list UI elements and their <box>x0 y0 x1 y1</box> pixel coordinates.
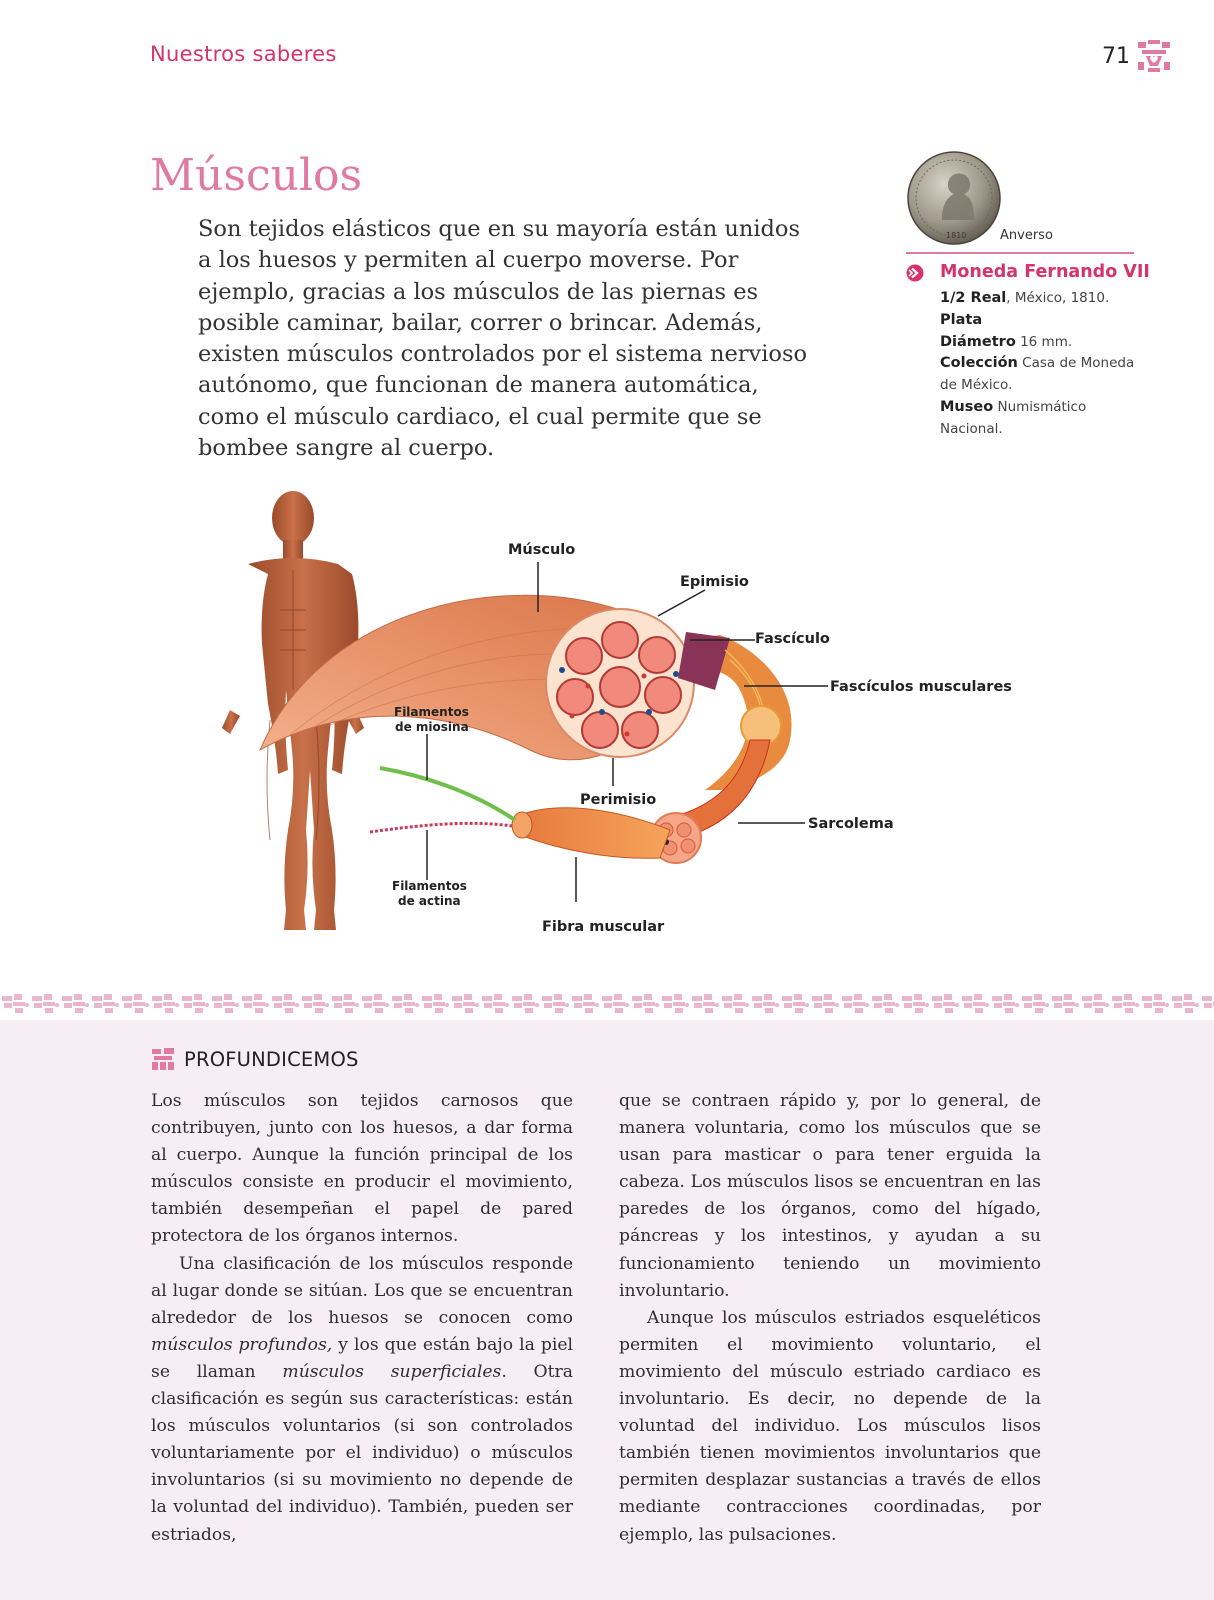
label-miosina-line2: de miosina <box>395 720 469 734</box>
intro-paragraph: Son tejidos elásticos que en su mayoría están unidos a los huesos y permiten al cuerpo moverse. Por ejemplo, gracias a los músculos de las piernas es posible caminar, bailar, correr o brincar. Además, existen músculos controlados por el sistema nervioso autónomo, que funcionan de manera automática, como el músculo cardiaco, el cual permite que se bombee sangre al cuerpo. <box>198 216 808 462</box>
label-fasciculos-musculares: Fascículos musculares <box>830 679 1012 695</box>
muscle-diagram <box>200 490 1020 960</box>
coin-divider <box>906 252 1134 254</box>
text-column-right <box>619 1088 1041 1549</box>
page-number: 71 <box>1102 44 1130 69</box>
coin-collection-label: Colección <box>940 355 1018 372</box>
profundicemos-heading <box>150 1046 359 1072</box>
label-actina-line2: de actina <box>398 894 461 908</box>
label-perimisio: Perimisio <box>580 792 657 808</box>
coin-origin: , México, 1810. <box>1006 290 1110 306</box>
emphasis: músculos superficiales <box>282 1361 502 1382</box>
muscle-cross-section <box>546 609 694 757</box>
coin-museum: Numismático Nacional. <box>940 398 1087 437</box>
paragraph: Una clasificación de los músculos responde al lugar donde se sitúan. Los que se encuentran alrededor de los huesos se conocen como músculos profundos, y los que están bajo la piel se llaman músculos superficiales. Otra clasificación es según sus características: están los músculos voluntarios (si son controlados voluntariamente por el individuo) o músculos involuntarios (si su movimiento no depende de la voluntad del individuo). También, pueden ser estriados, <box>151 1253 574 1545</box>
section-title: Músculos <box>150 150 363 201</box>
ornament-icon <box>1136 38 1172 74</box>
coin-title: Moneda Fernando VII <box>940 262 1150 282</box>
coin-image <box>906 150 1002 246</box>
label-actina-line1: Filamentos <box>392 879 467 893</box>
coin-material: Plata <box>940 311 983 328</box>
decorative-border <box>0 990 1214 1020</box>
label-fasciculo: Fascículo <box>755 631 830 647</box>
coin-caption: Anverso <box>1000 228 1053 243</box>
label-fibra-muscular: Fibra muscular <box>542 919 665 935</box>
profundicemos-label: PROFUNDICEMOS <box>184 1047 359 1071</box>
actin-filament <box>370 823 512 832</box>
label-musculo: Músculo <box>508 542 576 558</box>
myosin-filament <box>380 768 515 820</box>
paragraph: que se contraen rápido y, por lo general, de manera voluntaria, como los músculos que se usan para masticar o para tener erguida la cabeza. Los músculos lisos se encuentran en las paredes de los órganos, como del hígado, páncreas y los intestinos, y ayudan a su funcionamiento teniendo un movimiento involuntario. <box>619 1091 1041 1301</box>
coin-diameter-label: Diámetro <box>940 333 1016 350</box>
paragraph: Aunque los músculos estriados esqueléticos permiten el movimiento voluntario, el movimiento del músculo estriado cardiaco es involuntario. Es decir, no depende de la voluntad del individuo. Los músculos lisos también tienen movimientos involuntarios que permiten desplazar sustancias a través de ellos mediante contracciones coordinadas, por ejemplo, las pulsaciones. <box>619 1307 1041 1545</box>
coin-collection: Casa de Moneda de México. <box>940 355 1135 394</box>
label-epimisio: Epimisio <box>680 574 749 590</box>
muscle-fiber <box>520 808 670 858</box>
label-sarcolema: Sarcolema <box>808 816 894 832</box>
coin-museum-label: Museo <box>940 398 994 415</box>
chevron-right-icon <box>906 264 924 282</box>
coin-info <box>940 288 1140 441</box>
glyph-icon <box>150 1046 176 1072</box>
coin-diameter: 16 mm. <box>1015 333 1073 350</box>
coin-year: 1810 <box>946 231 967 240</box>
emphasis: músculos profundos, <box>151 1334 333 1355</box>
label-miosina-line1: Filamentos <box>394 705 469 719</box>
paragraph: Los músculos son tejidos carnosos que contribuyen, junto con los huesos, a dar forma al cuerpo. Aunque la función principal de los músculos consiste en producir el movimiento, también desempeñan el papel de pared protectora de los órganos internos. <box>151 1091 573 1247</box>
text-column-left <box>151 1088 573 1549</box>
coin-denomination: 1/2 Real <box>940 290 1007 306</box>
running-head: Nuestros saberes <box>150 42 337 66</box>
